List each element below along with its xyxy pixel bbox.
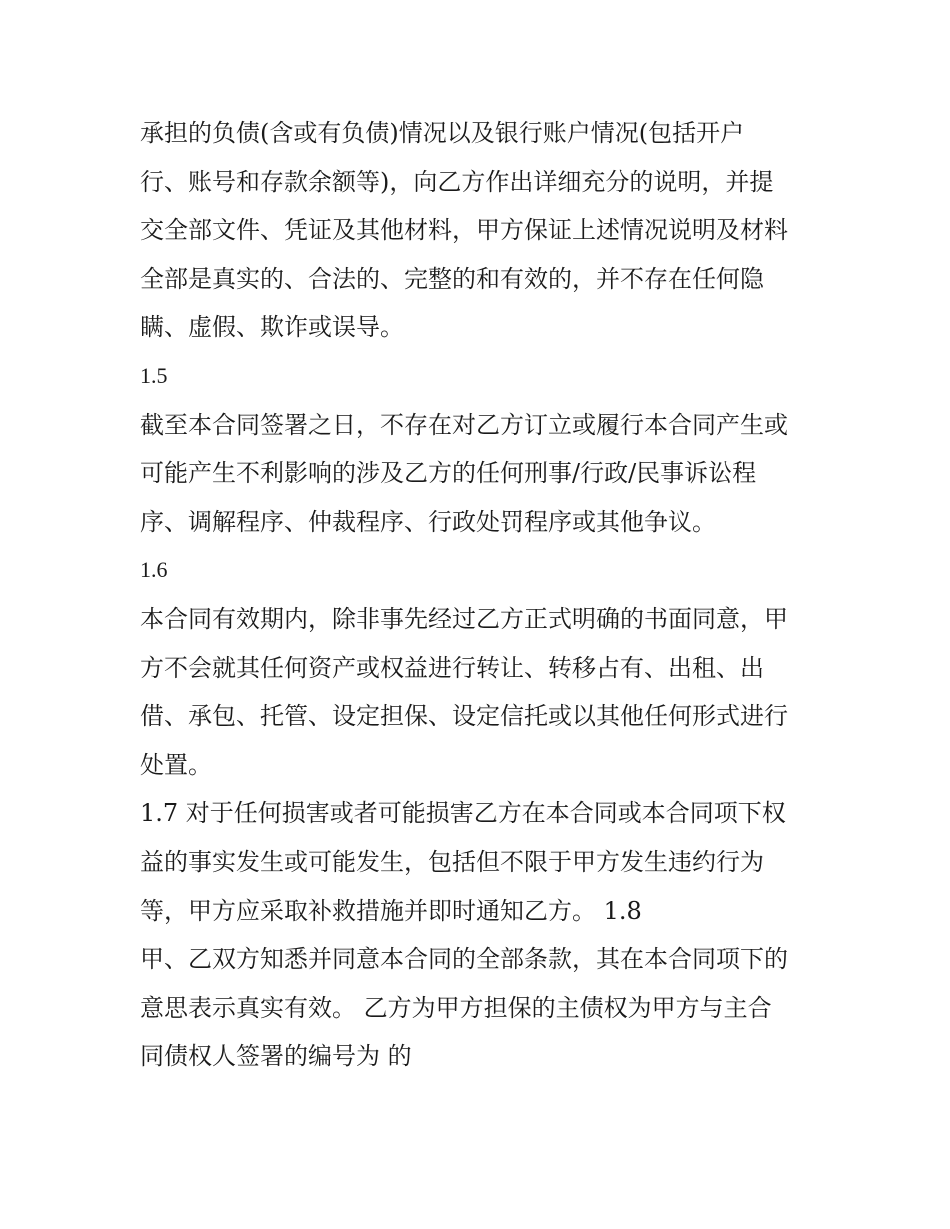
text-line: 交全部文件、凭证及其他材料，甲方保证上述情况说明及材料 [140,216,788,245]
text-line: 意思表示真实有效。 乙方为甲方担保的主债权为甲方与主合 [140,993,772,1022]
text-line: 可能产生不利影响的涉及乙方的任何刑事/行政/民事诉讼程 [140,459,757,488]
clause-number-1-6: 1.6 [140,557,168,583]
text-line: 处置。 [140,750,212,779]
clause-1-7-text: 1.7 对于任何损害或者可能损害乙方在本合同或本合同项下权 [140,799,786,828]
clause-number-1-5: 1.5 [140,362,168,388]
text-line: 截至本合同签署之日，不存在对乙方订立或履行本合同产生或 [140,410,788,439]
text-line: 益的事实发生或可能发生，包括但不限于甲方发生违约行为 [140,847,764,876]
text-line: 瞒、虚假、欺诈或误导。 [140,313,404,342]
text-line: 同债权人签署的编号为 的 [140,1042,412,1071]
text-line: 序、调解程序、仲裁程序、行政处罚程序或其他争议。 [140,507,716,536]
text-line: 本合同有效期内，除非事先经过乙方正式明确的书面同意，甲 [140,604,788,633]
text-line: 等，甲方应采取补救措施并即时通知乙方。 1.8 [140,896,642,925]
text-line: 借、承包、托管、设定担保、设定信托或以其他任何形式进行 [140,702,788,731]
contract-body-text [140,109,830,1081]
text-line: 方不会就其任何资产或权益进行转让、转移占有、出租、出 [140,653,764,682]
text-line: 全部是真实的、合法的、完整的和有效的，并不存在任何隐 [140,264,764,293]
text-line: 行、账号和存款余额等)，向乙方作出详细充分的说明，并提 [140,167,774,196]
text-line: 甲、乙双方知悉并同意本合同的全部条款，其在本合同项下的 [140,945,788,974]
text-line: 承担的负债(含或有负债)情况以及银行账户情况(包括开户 [140,119,745,147]
